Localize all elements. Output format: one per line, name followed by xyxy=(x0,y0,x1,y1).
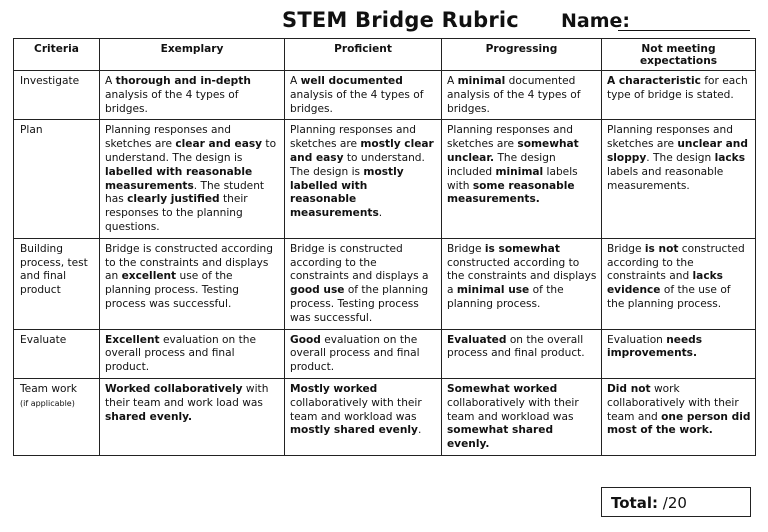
table-row xyxy=(14,120,756,238)
rubric-cell xyxy=(442,71,602,120)
rubric-cell xyxy=(602,378,756,455)
cell-text: to understand. The design is xyxy=(290,151,425,178)
cell-text: of the use of the planning process. xyxy=(607,284,731,310)
cell-text: Evaluation xyxy=(607,333,667,346)
cell-text: collaboratively with their team and workload was xyxy=(447,396,579,423)
cell-text: for each type of bridge is stated. xyxy=(607,75,748,101)
rubric-cell xyxy=(100,238,285,329)
criteria-cell xyxy=(14,120,100,238)
rubric-cell xyxy=(602,238,756,329)
table-row xyxy=(14,329,756,378)
cell-text-bold: lacks evidence xyxy=(607,270,723,297)
total-label: Total: xyxy=(611,494,658,512)
cell-text-bold: Evaluated xyxy=(447,333,507,346)
cell-text: on the overall process and final product. xyxy=(447,333,585,360)
cell-text-bold: is somewhat xyxy=(484,242,560,255)
header-row xyxy=(14,39,756,71)
cell-text-bold: one person did most of the work. xyxy=(607,410,751,437)
cell-text: Bridge xyxy=(607,242,645,255)
cell-text: . xyxy=(417,424,422,437)
criteria-cell xyxy=(14,329,100,378)
cell-text: labels and reasonable measurements. xyxy=(607,165,724,192)
rubric-cell xyxy=(285,71,442,120)
criteria-label: Evaluate xyxy=(20,333,67,346)
cell-text: Bridge xyxy=(447,242,485,255)
rubric-cell xyxy=(285,378,442,455)
criteria-label: Investigate xyxy=(20,75,80,87)
cell-text: Bridge is constructed according to the constraints and displays an xyxy=(105,242,273,283)
rubric-cell xyxy=(100,120,285,238)
cell-text-bold: excellent xyxy=(121,270,177,283)
cell-text-bold: minimal xyxy=(495,165,544,178)
total-box xyxy=(601,487,751,517)
cell-text: labels with xyxy=(447,165,578,192)
criteria-cell xyxy=(14,238,100,329)
total-value: /20 xyxy=(662,494,687,512)
criteria-cell xyxy=(14,378,100,455)
cell-text-bold: somewhat unclear. xyxy=(447,138,579,164)
rubric-cell xyxy=(285,329,442,378)
cell-text: constructed according to the constraints and displays a xyxy=(447,256,597,297)
cell-text: to understand. The design is xyxy=(105,138,277,164)
cell-text: evaluation on the overall process and final product. xyxy=(105,333,256,374)
cell-text-bold: mostly clear and easy xyxy=(290,138,434,164)
cell-text-bold: unclear and sloppy xyxy=(607,138,748,164)
rubric-cell xyxy=(602,329,756,378)
cell-text: evaluation on the overall process and final product. xyxy=(290,333,420,374)
cell-text: Planning responses and sketches are xyxy=(290,124,416,151)
column-header: Progressing xyxy=(442,39,602,71)
criteria-cell xyxy=(14,71,100,120)
cell-text: analysis of the 4 types of bridges. xyxy=(105,88,239,115)
cell-text-bold: labelled with reasonable measurements xyxy=(105,165,253,192)
rubric-cell xyxy=(602,120,756,238)
rubric-cell xyxy=(100,71,285,120)
name-label: Name: xyxy=(561,10,631,32)
cell-text-bold: needs improvements. xyxy=(607,333,703,360)
cell-text: . xyxy=(378,207,383,220)
cell-text: . The student has xyxy=(105,179,265,206)
cell-text-bold: good use xyxy=(290,284,345,297)
rubric-cell xyxy=(285,238,442,329)
page-title: STEM Bridge Rubric xyxy=(282,8,519,32)
rubric-cell xyxy=(442,120,602,238)
cell-text: A xyxy=(105,75,116,87)
table-row xyxy=(14,378,756,455)
column-header: Proficient xyxy=(285,39,442,71)
rubric-cell xyxy=(602,71,756,120)
cell-text-bold: clear and easy xyxy=(175,138,263,151)
column-header: Exemplary xyxy=(100,39,285,71)
rubric-cell xyxy=(442,238,602,329)
cell-text-bold: clearly justified xyxy=(127,193,220,206)
cell-text-bold: A characteristic xyxy=(607,75,701,87)
cell-text: use of the planning process. Testing process was successful. xyxy=(105,270,240,310)
rubric-cell xyxy=(442,378,602,455)
cell-text: of the planning process. xyxy=(447,284,564,310)
cell-text: The design included xyxy=(447,151,556,178)
rubric-cell xyxy=(100,378,285,455)
cell-text: with their team and work load was xyxy=(105,382,269,409)
cell-text-bold: shared evenly. xyxy=(105,410,193,423)
cell-text-bold: is not xyxy=(644,242,679,255)
cell-text: work collaboratively with their team and xyxy=(607,382,739,423)
cell-text: Bridge is constructed according to the constraints and displays a xyxy=(290,242,429,283)
rubric-cell xyxy=(285,120,442,238)
criteria-note: (if applicable) xyxy=(20,398,75,408)
cell-text: collaboratively with their team and workload was xyxy=(290,396,422,423)
cell-text-bold: minimal xyxy=(457,75,506,87)
cell-text: Planning responses and sketches are xyxy=(607,124,733,151)
cell-text: Planning responses and sketches are xyxy=(105,124,231,151)
table-row xyxy=(14,71,756,120)
rubric-body xyxy=(14,71,756,456)
cell-text-bold: Somewhat worked xyxy=(447,382,558,395)
column-header: Criteria xyxy=(14,39,100,71)
cell-text-bold: Worked collaboratively xyxy=(105,382,243,395)
cell-text-bold: mostly labelled with reasonable measurements xyxy=(290,165,404,220)
cell-text: of the planning process. Testing process was successful. xyxy=(290,284,429,324)
cell-text-bold: thorough and in-depth xyxy=(115,75,251,87)
cell-text: analysis of the 4 types of bridges. xyxy=(290,88,424,115)
rubric-cell xyxy=(442,329,602,378)
cell-text-bold: mostly shared evenly xyxy=(290,424,418,437)
rubric-table xyxy=(13,38,756,456)
cell-text-bold: Mostly worked xyxy=(290,382,378,395)
cell-text: A xyxy=(290,75,301,87)
cell-text-bold: lacks xyxy=(714,151,746,164)
cell-text-bold: Excellent xyxy=(105,333,160,346)
criteria-label: Team work xyxy=(20,382,78,395)
cell-text: A xyxy=(447,75,458,87)
cell-text: constructed according to the constraints and xyxy=(607,242,745,283)
cell-text-bold: Did not xyxy=(607,382,651,395)
table-row xyxy=(14,238,756,329)
cell-text: their responses to the planning questions. xyxy=(105,193,248,233)
cell-text-bold: Good xyxy=(290,333,321,346)
criteria-label: Building process, test and final product xyxy=(20,242,88,297)
cell-text: Planning responses and sketches are xyxy=(447,124,573,151)
name-blank-line xyxy=(618,30,750,31)
cell-text-bold: some reasonable measurements. xyxy=(447,179,575,206)
cell-text-bold: well documented xyxy=(300,75,403,87)
criteria-label: Plan xyxy=(20,124,43,137)
column-header: Not meeting expectations xyxy=(602,39,756,71)
cell-text-bold: somewhat shared evenly. xyxy=(447,424,554,451)
rubric-cell xyxy=(100,329,285,378)
cell-text: . The design xyxy=(646,151,715,164)
cell-text: documented analysis of the 4 types of bridges. xyxy=(447,75,581,115)
cell-text-bold: minimal use xyxy=(456,284,530,297)
